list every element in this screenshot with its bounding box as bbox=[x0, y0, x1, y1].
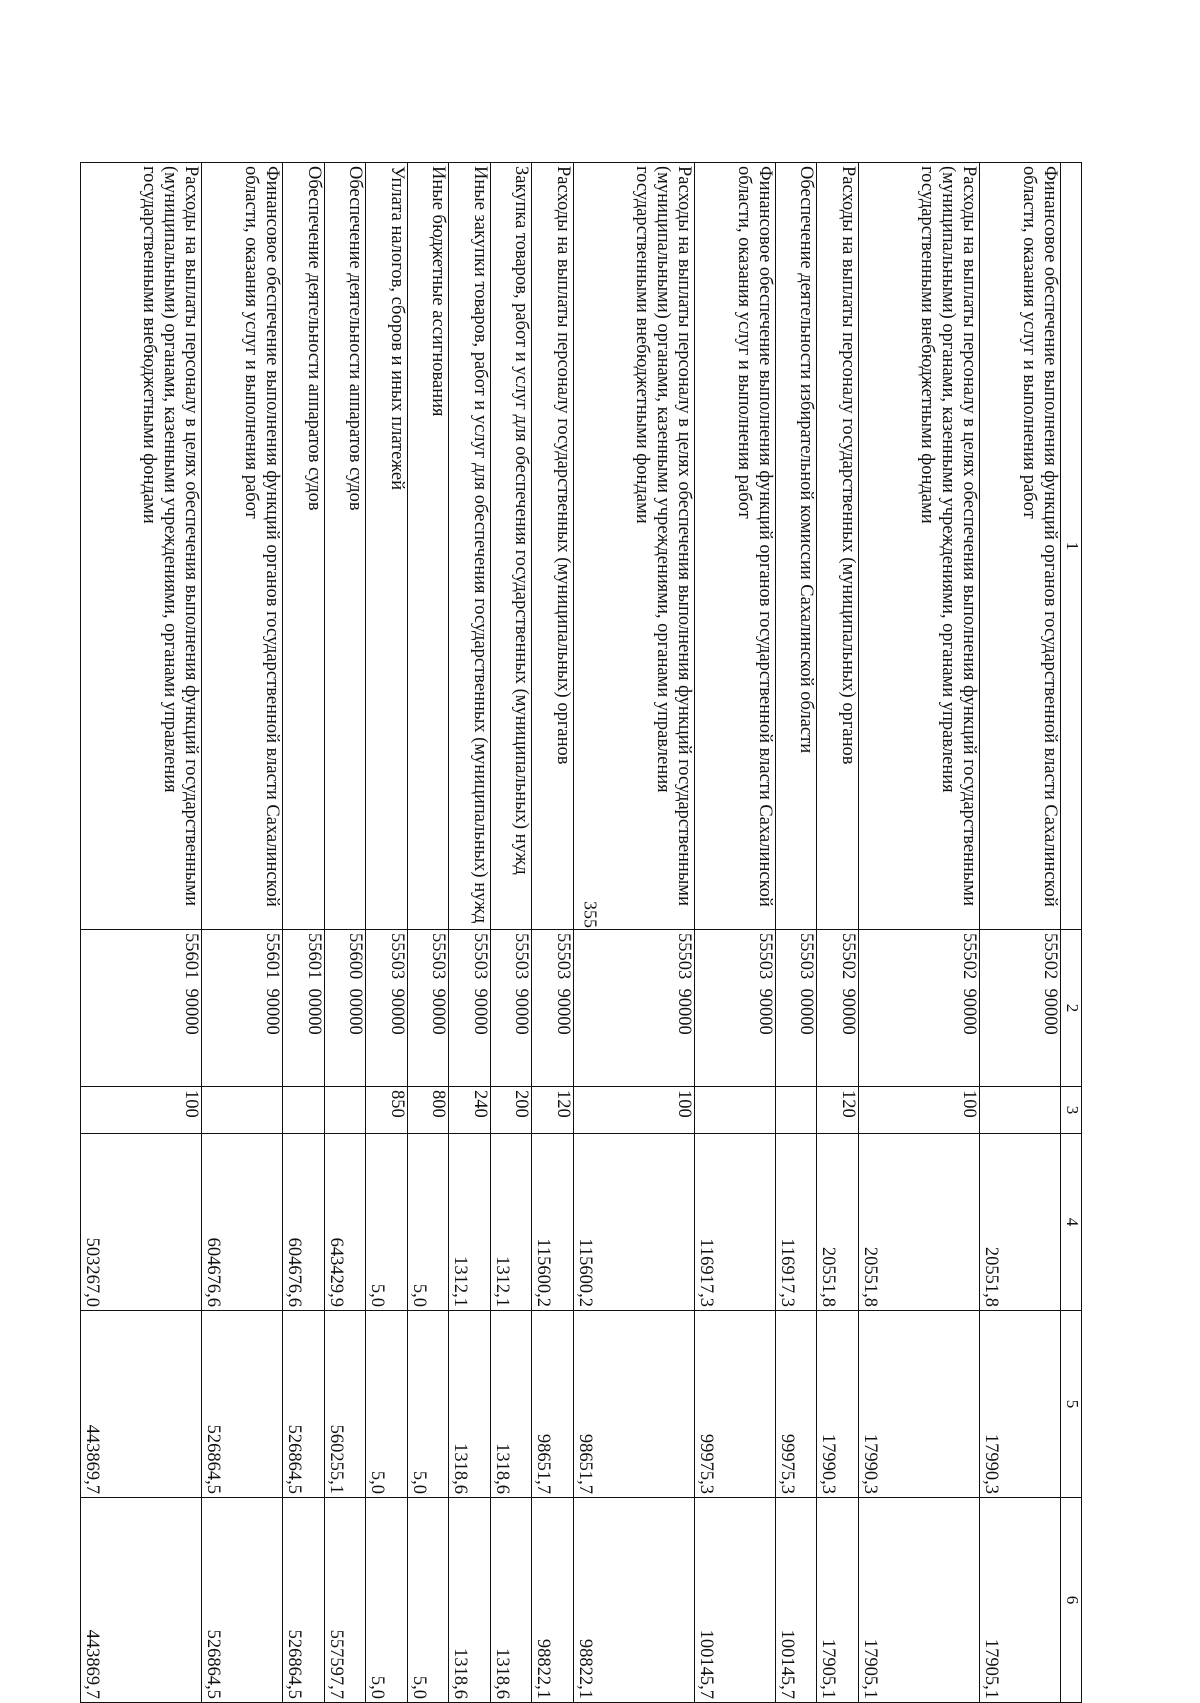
cell-value-col6: 443869,7 bbox=[81, 1498, 202, 1703]
cell-expense-type bbox=[324, 1087, 366, 1134]
cell-value-col6: 17905,1 bbox=[858, 1498, 979, 1703]
cell-value-col4: 20551,8 bbox=[979, 1134, 1060, 1311]
cell-value-col4: 1312,1 bbox=[449, 1134, 491, 1311]
cell-value-col4: 503267,0 bbox=[81, 1134, 202, 1311]
cell-name: Расходы на выплаты персоналу в целях обеспечения выполнения функций государственными (муниципальными) органами, казенными учреждениями, органами управления государственными внебюджетными фондами bbox=[573, 163, 694, 930]
cell-value-col6: 17905,1 bbox=[979, 1498, 1060, 1703]
cell-expense-type: 850 bbox=[366, 1087, 408, 1134]
cell-name: Финансовое обеспечение выполнения функций органов государственной власти Сахалинской области, оказания услуг и выполнения работ bbox=[979, 163, 1060, 930]
table-row bbox=[407, 163, 449, 1703]
header-col-2: 2 bbox=[1061, 930, 1082, 1087]
cell-value-col4: 604676,6 bbox=[283, 1134, 325, 1311]
cell-expense-type: 100 bbox=[858, 1087, 979, 1134]
cell-value-col5: 5,0 bbox=[407, 1311, 449, 1498]
cell-value-col5: 99975,3 bbox=[775, 1311, 817, 1498]
cell-expense-type bbox=[283, 1087, 325, 1134]
cell-value-col6: 1318,6 bbox=[449, 1498, 491, 1703]
cell-value-col5: 17990,3 bbox=[979, 1311, 1060, 1498]
cell-name: Расходы на выплаты персоналу государственных (муниципальных) органов bbox=[532, 163, 574, 930]
cell-name: Расходы на выплаты персоналу государственных (муниципальных) органов bbox=[817, 163, 859, 930]
cell-code: 55503 90000 bbox=[532, 930, 574, 1087]
cell-code: 55503 90000 bbox=[573, 930, 694, 1087]
cell-code: 55600 00000 bbox=[324, 930, 366, 1087]
cell-value-col4: 604676,6 bbox=[201, 1134, 282, 1311]
cell-expense-type: 100 bbox=[81, 1087, 202, 1134]
cell-name: Иные бюджетные ассигнования bbox=[407, 163, 449, 930]
cell-name: Финансовое обеспечение выполнения функций органов государственной власти Сахалинской области, оказания услуг и выполнения работ bbox=[201, 163, 282, 930]
budget-table-container bbox=[80, 162, 1082, 1699]
cell-code: 55503 00000 bbox=[775, 930, 817, 1087]
cell-value-col4: 5,0 bbox=[407, 1134, 449, 1311]
cell-name: Уплата налогов, сборов и иных платежей bbox=[366, 163, 408, 930]
cell-code: 55601 90000 bbox=[201, 930, 282, 1087]
cell-expense-type bbox=[979, 1087, 1060, 1134]
cell-value-col4: 20551,8 bbox=[817, 1134, 859, 1311]
cell-name: Иные закупки товаров, работ и услуг для обеспечения государственных (муниципальных) нужд bbox=[449, 163, 491, 930]
header-col-6: 6 bbox=[1061, 1498, 1082, 1703]
table-row bbox=[979, 163, 1060, 1703]
cell-name: Обеспечение деятельности аппаратов судов bbox=[324, 163, 366, 930]
table-row bbox=[81, 163, 202, 1703]
cell-value-col6: 526864,5 bbox=[283, 1498, 325, 1703]
cell-code: 55502 90000 bbox=[979, 930, 1060, 1087]
cell-value-col5: 98651,7 bbox=[573, 1311, 694, 1498]
cell-value-col6: 5,0 bbox=[366, 1498, 408, 1703]
table-row bbox=[694, 163, 775, 1703]
table-row bbox=[449, 163, 491, 1703]
cell-value-col6: 1318,6 bbox=[490, 1498, 532, 1703]
header-row bbox=[1061, 163, 1082, 1703]
cell-value-col5: 1318,6 bbox=[449, 1311, 491, 1498]
cell-value-col5: 99975,3 bbox=[694, 1311, 775, 1498]
cell-expense-type: 200 bbox=[490, 1087, 532, 1134]
cell-code: 55503 90000 bbox=[490, 930, 532, 1087]
cell-code: 55502 90000 bbox=[817, 930, 859, 1087]
cell-code: 55503 90000 bbox=[407, 930, 449, 1087]
cell-code: 55502 90000 bbox=[858, 930, 979, 1087]
cell-name: Обеспечение деятельности избирательной комиссии Сахалинской области bbox=[775, 163, 817, 930]
cell-value-col5: 526864,5 bbox=[201, 1311, 282, 1498]
cell-name: Финансовое обеспечение выполнения функций органов государственной власти Сахалинской области, оказания услуг и выполнения работ bbox=[694, 163, 775, 930]
table-row bbox=[324, 163, 366, 1703]
cell-value-col4: 20551,8 bbox=[858, 1134, 979, 1311]
budget-table bbox=[80, 162, 1082, 1703]
cell-name: Обеспечение деятельности аппаратов судов bbox=[283, 163, 325, 930]
table-row bbox=[201, 163, 282, 1703]
cell-value-col5: 526864,5 bbox=[283, 1311, 325, 1498]
cell-value-col5: 443869,7 bbox=[81, 1311, 202, 1498]
header-col-4: 4 bbox=[1061, 1134, 1082, 1311]
cell-code: 55503 90000 bbox=[449, 930, 491, 1087]
table-row bbox=[573, 163, 694, 1703]
cell-value-col6: 17905,1 bbox=[817, 1498, 859, 1703]
table-row bbox=[490, 163, 532, 1703]
cell-code: 55601 90000 bbox=[81, 930, 202, 1087]
cell-expense-type: 120 bbox=[532, 1087, 574, 1134]
cell-value-col4: 116917,3 bbox=[775, 1134, 817, 1311]
header-col-1: 1 bbox=[1061, 163, 1082, 930]
cell-value-col6: 100145,7 bbox=[775, 1498, 817, 1703]
cell-expense-type: 240 bbox=[449, 1087, 491, 1134]
header-col-3: 3 bbox=[1061, 1087, 1082, 1134]
cell-value-col5: 17990,3 bbox=[858, 1311, 979, 1498]
cell-code: 55601 00000 bbox=[283, 930, 325, 1087]
cell-expense-type: 800 bbox=[407, 1087, 449, 1134]
table-row bbox=[775, 163, 817, 1703]
cell-value-col5: 1318,6 bbox=[490, 1311, 532, 1498]
cell-code: 55503 90000 bbox=[694, 930, 775, 1087]
cell-value-col4: 1312,1 bbox=[490, 1134, 532, 1311]
table-body bbox=[81, 163, 1061, 1703]
page-number: 355 bbox=[580, 901, 601, 928]
table-row bbox=[858, 163, 979, 1703]
cell-value-col5: 5,0 bbox=[366, 1311, 408, 1498]
cell-value-col6: 557597,7 bbox=[324, 1498, 366, 1703]
cell-value-col6: 98822,1 bbox=[573, 1498, 694, 1703]
cell-name: Расходы на выплаты персоналу в целях обеспечения выполнения функций государственными (муниципальными) органами, казенными учреждениями, органами управления государственными внебюджетными фондами bbox=[81, 163, 202, 930]
cell-value-col6: 526864,5 bbox=[201, 1498, 282, 1703]
cell-value-col4: 116917,3 bbox=[694, 1134, 775, 1311]
cell-value-col6: 98822,1 bbox=[532, 1498, 574, 1703]
cell-value-col6: 5,0 bbox=[407, 1498, 449, 1703]
header-col-5: 5 bbox=[1061, 1311, 1082, 1498]
cell-expense-type: 120 bbox=[817, 1087, 859, 1134]
cell-value-col6: 100145,7 bbox=[694, 1498, 775, 1703]
cell-name: Расходы на выплаты персоналу в целях обеспечения выполнения функций государственными (муниципальными) органами, казенными учреждениями, органами управления государственными внебюджетными фондами bbox=[858, 163, 979, 930]
table-row bbox=[283, 163, 325, 1703]
cell-value-col4: 643429,9 bbox=[324, 1134, 366, 1311]
cell-value-col4: 115600,2 bbox=[573, 1134, 694, 1311]
cell-value-col5: 17990,3 bbox=[817, 1311, 859, 1498]
table-row bbox=[817, 163, 859, 1703]
cell-value-col5: 98651,7 bbox=[532, 1311, 574, 1498]
cell-value-col4: 115600,2 bbox=[532, 1134, 574, 1311]
cell-value-col4: 5,0 bbox=[366, 1134, 408, 1311]
cell-expense-type: 100 bbox=[573, 1087, 694, 1134]
cell-expense-type bbox=[201, 1087, 282, 1134]
cell-name: Закупка товаров, работ и услуг для обеспечения государственных (муниципальных) нужд bbox=[490, 163, 532, 930]
cell-code: 55503 90000 bbox=[366, 930, 408, 1087]
table-row bbox=[532, 163, 574, 1703]
table-row bbox=[366, 163, 408, 1703]
cell-expense-type bbox=[775, 1087, 817, 1134]
cell-expense-type bbox=[694, 1087, 775, 1134]
cell-value-col5: 560255,1 bbox=[324, 1311, 366, 1498]
